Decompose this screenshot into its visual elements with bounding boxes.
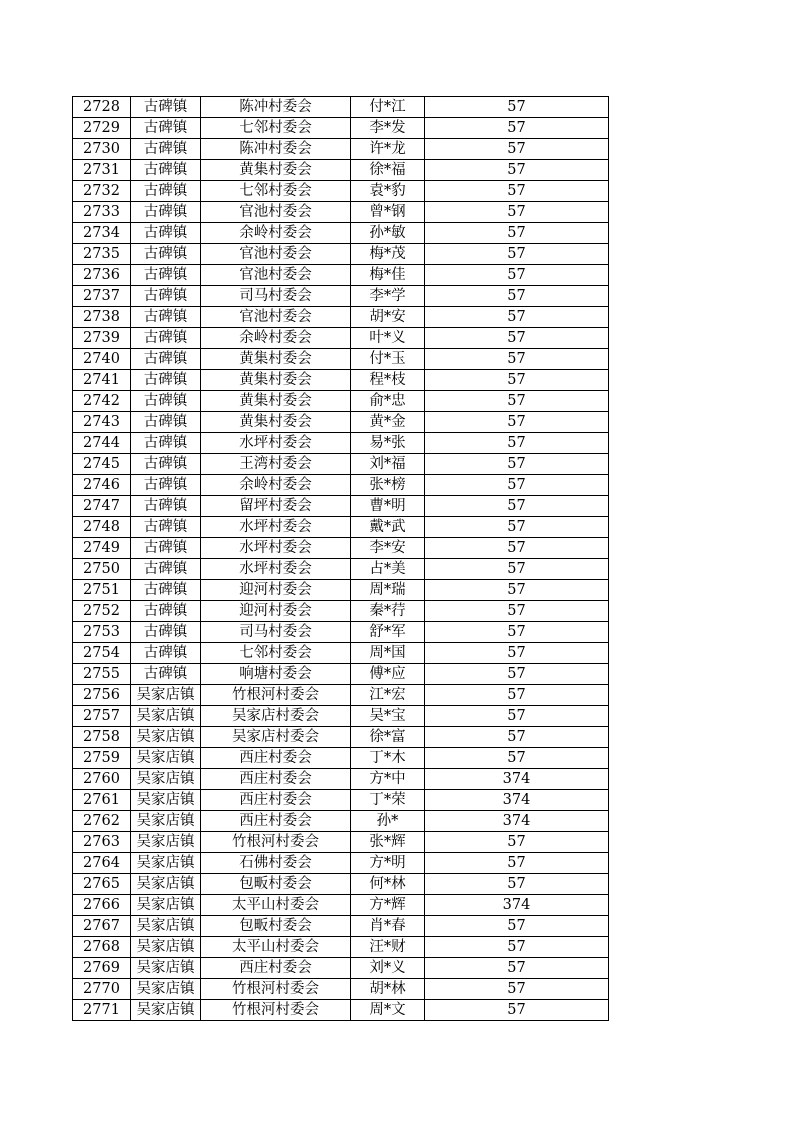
- village-committee-cell: 余岭村委会: [201, 475, 351, 496]
- amount-cell: 57: [425, 202, 609, 223]
- table-row: [73, 1000, 609, 1021]
- village-committee-cell: 太平山村委会: [201, 937, 351, 958]
- amount-cell: 57: [425, 139, 609, 160]
- village-committee-cell: 陈冲村委会: [201, 97, 351, 118]
- row-number-cell: 2741: [73, 370, 131, 391]
- table-row: [73, 118, 609, 139]
- village-committee-cell: 黄集村委会: [201, 391, 351, 412]
- town-cell: 吴家店镇: [131, 727, 201, 748]
- town-cell: 吴家店镇: [131, 979, 201, 1000]
- village-committee-cell: 留坪村委会: [201, 496, 351, 517]
- town-cell: 古碑镇: [131, 538, 201, 559]
- table-row: [73, 328, 609, 349]
- person-name-cell: 袁*豹: [351, 181, 425, 202]
- village-committee-cell: 黄集村委会: [201, 349, 351, 370]
- row-number-cell: 2754: [73, 643, 131, 664]
- row-number-cell: 2755: [73, 664, 131, 685]
- village-committee-cell: 西庄村委会: [201, 790, 351, 811]
- table-row: [73, 853, 609, 874]
- row-number-cell: 2752: [73, 601, 131, 622]
- town-cell: 古碑镇: [131, 160, 201, 181]
- person-name-cell: 丁*荣: [351, 790, 425, 811]
- person-name-cell: 方*辉: [351, 895, 425, 916]
- amount-cell: 57: [425, 580, 609, 601]
- person-name-cell: 傅*应: [351, 664, 425, 685]
- row-number-cell: 2751: [73, 580, 131, 601]
- village-committee-cell: 陈冲村委会: [201, 139, 351, 160]
- village-committee-cell: 竹根河村委会: [201, 685, 351, 706]
- row-number-cell: 2749: [73, 538, 131, 559]
- person-name-cell: 李*安: [351, 538, 425, 559]
- row-number-cell: 2762: [73, 811, 131, 832]
- table-row: [73, 559, 609, 580]
- row-number-cell: 2767: [73, 916, 131, 937]
- person-name-cell: 孙*: [351, 811, 425, 832]
- person-name-cell: 占*美: [351, 559, 425, 580]
- row-number-cell: 2750: [73, 559, 131, 580]
- amount-cell: 374: [425, 790, 609, 811]
- amount-cell: 57: [425, 328, 609, 349]
- person-name-cell: 胡*林: [351, 979, 425, 1000]
- table-row: [73, 832, 609, 853]
- town-cell: 吴家店镇: [131, 853, 201, 874]
- village-committee-cell: 石佛村委会: [201, 853, 351, 874]
- amount-cell: 57: [425, 685, 609, 706]
- town-cell: 古碑镇: [131, 391, 201, 412]
- amount-cell: 57: [425, 664, 609, 685]
- table-row: [73, 790, 609, 811]
- town-cell: 古碑镇: [131, 622, 201, 643]
- village-committee-cell: 竹根河村委会: [201, 832, 351, 853]
- amount-cell: 57: [425, 412, 609, 433]
- amount-cell: 57: [425, 223, 609, 244]
- village-committee-cell: 水坪村委会: [201, 517, 351, 538]
- row-number-cell: 2748: [73, 517, 131, 538]
- village-committee-cell: 官池村委会: [201, 265, 351, 286]
- village-committee-cell: 响塘村委会: [201, 664, 351, 685]
- person-name-cell: 梅*茂: [351, 244, 425, 265]
- row-number-cell: 2745: [73, 454, 131, 475]
- town-cell: 古碑镇: [131, 559, 201, 580]
- roster-table-body: [73, 97, 609, 1021]
- village-committee-cell: 七邻村委会: [201, 643, 351, 664]
- amount-cell: 57: [425, 391, 609, 412]
- town-cell: 古碑镇: [131, 664, 201, 685]
- person-name-cell: 何*林: [351, 874, 425, 895]
- row-number-cell: 2743: [73, 412, 131, 433]
- amount-cell: 57: [425, 307, 609, 328]
- village-committee-cell: 迎河村委会: [201, 601, 351, 622]
- amount-cell: 57: [425, 475, 609, 496]
- amount-cell: 374: [425, 895, 609, 916]
- person-name-cell: 许*龙: [351, 139, 425, 160]
- person-name-cell: 孙*敏: [351, 223, 425, 244]
- village-committee-cell: 水坪村委会: [201, 433, 351, 454]
- person-name-cell: 刘*义: [351, 958, 425, 979]
- person-name-cell: 周*国: [351, 643, 425, 664]
- row-number-cell: 2744: [73, 433, 131, 454]
- row-number-cell: 2761: [73, 790, 131, 811]
- town-cell: 古碑镇: [131, 265, 201, 286]
- table-row: [73, 286, 609, 307]
- person-name-cell: 曾*钢: [351, 202, 425, 223]
- roster-table: [72, 96, 609, 1021]
- village-committee-cell: 水坪村委会: [201, 538, 351, 559]
- table-row: [73, 202, 609, 223]
- town-cell: 吴家店镇: [131, 769, 201, 790]
- person-name-cell: 戴*武: [351, 517, 425, 538]
- row-number-cell: 2735: [73, 244, 131, 265]
- village-committee-cell: 官池村委会: [201, 202, 351, 223]
- table-row: [73, 958, 609, 979]
- table-row: [73, 160, 609, 181]
- village-committee-cell: 吴家店村委会: [201, 706, 351, 727]
- table-row: [73, 685, 609, 706]
- table-row: [73, 622, 609, 643]
- table-row: [73, 517, 609, 538]
- village-committee-cell: 吴家店村委会: [201, 727, 351, 748]
- village-committee-cell: 司马村委会: [201, 286, 351, 307]
- amount-cell: 57: [425, 286, 609, 307]
- row-number-cell: 2766: [73, 895, 131, 916]
- town-cell: 古碑镇: [131, 601, 201, 622]
- amount-cell: 57: [425, 748, 609, 769]
- amount-cell: 57: [425, 601, 609, 622]
- row-number-cell: 2760: [73, 769, 131, 790]
- town-cell: 古碑镇: [131, 223, 201, 244]
- amount-cell: 57: [425, 496, 609, 517]
- person-name-cell: 程*枝: [351, 370, 425, 391]
- table-row: [73, 916, 609, 937]
- row-number-cell: 2763: [73, 832, 131, 853]
- person-name-cell: 李*学: [351, 286, 425, 307]
- row-number-cell: 2757: [73, 706, 131, 727]
- town-cell: 吴家店镇: [131, 811, 201, 832]
- town-cell: 吴家店镇: [131, 895, 201, 916]
- person-name-cell: 周*文: [351, 1000, 425, 1021]
- table-row: [73, 601, 609, 622]
- town-cell: 古碑镇: [131, 307, 201, 328]
- amount-cell: 57: [425, 454, 609, 475]
- town-cell: 古碑镇: [131, 286, 201, 307]
- village-committee-cell: 黄集村委会: [201, 370, 351, 391]
- table-row: [73, 538, 609, 559]
- row-number-cell: 2753: [73, 622, 131, 643]
- village-committee-cell: 西庄村委会: [201, 748, 351, 769]
- person-name-cell: 付*江: [351, 97, 425, 118]
- person-name-cell: 曹*明: [351, 496, 425, 517]
- row-number-cell: 2769: [73, 958, 131, 979]
- table-row: [73, 475, 609, 496]
- amount-cell: 57: [425, 727, 609, 748]
- row-number-cell: 2758: [73, 727, 131, 748]
- table-row: [73, 181, 609, 202]
- person-name-cell: 肖*春: [351, 916, 425, 937]
- row-number-cell: 2770: [73, 979, 131, 1000]
- town-cell: 古碑镇: [131, 517, 201, 538]
- amount-cell: 57: [425, 370, 609, 391]
- town-cell: 古碑镇: [131, 328, 201, 349]
- table-row: [73, 244, 609, 265]
- table-row: [73, 727, 609, 748]
- person-name-cell: 丁*木: [351, 748, 425, 769]
- village-committee-cell: 官池村委会: [201, 244, 351, 265]
- amount-cell: 57: [425, 1000, 609, 1021]
- village-committee-cell: 竹根河村委会: [201, 979, 351, 1000]
- row-number-cell: 2737: [73, 286, 131, 307]
- row-number-cell: 2731: [73, 160, 131, 181]
- town-cell: 吴家店镇: [131, 958, 201, 979]
- table-row: [73, 895, 609, 916]
- row-number-cell: 2747: [73, 496, 131, 517]
- town-cell: 古碑镇: [131, 370, 201, 391]
- amount-cell: 57: [425, 97, 609, 118]
- table-row: [73, 454, 609, 475]
- table-row: [73, 874, 609, 895]
- table-row: [73, 370, 609, 391]
- person-name-cell: 俞*忠: [351, 391, 425, 412]
- row-number-cell: 2765: [73, 874, 131, 895]
- village-committee-cell: 余岭村委会: [201, 223, 351, 244]
- amount-cell: 57: [425, 349, 609, 370]
- amount-cell: 57: [425, 916, 609, 937]
- amount-cell: 57: [425, 706, 609, 727]
- amount-cell: 57: [425, 622, 609, 643]
- table-row: [73, 97, 609, 118]
- row-number-cell: 2734: [73, 223, 131, 244]
- person-name-cell: 徐*福: [351, 160, 425, 181]
- person-name-cell: 秦*荇: [351, 601, 425, 622]
- table-row: [73, 433, 609, 454]
- table-row: [73, 349, 609, 370]
- row-number-cell: 2759: [73, 748, 131, 769]
- village-committee-cell: 西庄村委会: [201, 769, 351, 790]
- person-name-cell: 张*榜: [351, 475, 425, 496]
- row-number-cell: 2740: [73, 349, 131, 370]
- table-row: [73, 265, 609, 286]
- person-name-cell: 付*玉: [351, 349, 425, 370]
- row-number-cell: 2738: [73, 307, 131, 328]
- amount-cell: 57: [425, 832, 609, 853]
- row-number-cell: 2728: [73, 97, 131, 118]
- table-row: [73, 496, 609, 517]
- row-number-cell: 2746: [73, 475, 131, 496]
- village-committee-cell: 官池村委会: [201, 307, 351, 328]
- person-name-cell: 易*张: [351, 433, 425, 454]
- town-cell: 古碑镇: [131, 454, 201, 475]
- person-name-cell: 徐*富: [351, 727, 425, 748]
- town-cell: 古碑镇: [131, 580, 201, 601]
- town-cell: 吴家店镇: [131, 706, 201, 727]
- town-cell: 古碑镇: [131, 349, 201, 370]
- town-cell: 吴家店镇: [131, 685, 201, 706]
- village-committee-cell: 包畈村委会: [201, 916, 351, 937]
- town-cell: 古碑镇: [131, 202, 201, 223]
- table-row: [73, 664, 609, 685]
- row-number-cell: 2771: [73, 1000, 131, 1021]
- table-row: [73, 748, 609, 769]
- amount-cell: 57: [425, 538, 609, 559]
- village-committee-cell: 太平山村委会: [201, 895, 351, 916]
- amount-cell: 57: [425, 433, 609, 454]
- town-cell: 古碑镇: [131, 181, 201, 202]
- person-name-cell: 刘*福: [351, 454, 425, 475]
- row-number-cell: 2768: [73, 937, 131, 958]
- table-row: [73, 811, 609, 832]
- amount-cell: 57: [425, 958, 609, 979]
- town-cell: 吴家店镇: [131, 748, 201, 769]
- table-row: [73, 307, 609, 328]
- amount-cell: 57: [425, 979, 609, 1000]
- person-name-cell: 张*辉: [351, 832, 425, 853]
- person-name-cell: 周*瑞: [351, 580, 425, 601]
- town-cell: 吴家店镇: [131, 937, 201, 958]
- table-row: [73, 580, 609, 601]
- village-committee-cell: 七邻村委会: [201, 118, 351, 139]
- person-name-cell: 吴*宝: [351, 706, 425, 727]
- table-row: [73, 937, 609, 958]
- row-number-cell: 2739: [73, 328, 131, 349]
- town-cell: 古碑镇: [131, 139, 201, 160]
- village-committee-cell: 七邻村委会: [201, 181, 351, 202]
- village-committee-cell: 迎河村委会: [201, 580, 351, 601]
- village-committee-cell: 包畈村委会: [201, 874, 351, 895]
- person-name-cell: 汪*财: [351, 937, 425, 958]
- town-cell: 古碑镇: [131, 433, 201, 454]
- amount-cell: 57: [425, 937, 609, 958]
- person-name-cell: 黄*金: [351, 412, 425, 433]
- village-committee-cell: 王湾村委会: [201, 454, 351, 475]
- table-row: [73, 223, 609, 244]
- amount-cell: 374: [425, 811, 609, 832]
- table-row: [73, 643, 609, 664]
- town-cell: 古碑镇: [131, 118, 201, 139]
- row-number-cell: 2756: [73, 685, 131, 706]
- person-name-cell: 李*发: [351, 118, 425, 139]
- row-number-cell: 2730: [73, 139, 131, 160]
- row-number-cell: 2733: [73, 202, 131, 223]
- table-row: [73, 412, 609, 433]
- person-name-cell: 方*明: [351, 853, 425, 874]
- village-committee-cell: 西庄村委会: [201, 958, 351, 979]
- town-cell: 古碑镇: [131, 496, 201, 517]
- person-name-cell: 江*宏: [351, 685, 425, 706]
- table-row: [73, 706, 609, 727]
- town-cell: 古碑镇: [131, 643, 201, 664]
- amount-cell: 57: [425, 244, 609, 265]
- person-name-cell: 梅*佳: [351, 265, 425, 286]
- amount-cell: 57: [425, 118, 609, 139]
- amount-cell: 57: [425, 874, 609, 895]
- amount-cell: 57: [425, 517, 609, 538]
- village-committee-cell: 黄集村委会: [201, 160, 351, 181]
- table-row: [73, 979, 609, 1000]
- person-name-cell: 舒*军: [351, 622, 425, 643]
- person-name-cell: 胡*安: [351, 307, 425, 328]
- amount-cell: 57: [425, 265, 609, 286]
- village-committee-cell: 黄集村委会: [201, 412, 351, 433]
- town-cell: 古碑镇: [131, 97, 201, 118]
- town-cell: 吴家店镇: [131, 1000, 201, 1021]
- amount-cell: 57: [425, 181, 609, 202]
- table-row: [73, 391, 609, 412]
- amount-cell: 57: [425, 643, 609, 664]
- row-number-cell: 2732: [73, 181, 131, 202]
- amount-cell: 57: [425, 160, 609, 181]
- village-committee-cell: 余岭村委会: [201, 328, 351, 349]
- amount-cell: 57: [425, 853, 609, 874]
- town-cell: 古碑镇: [131, 244, 201, 265]
- roster-sheet: [72, 96, 608, 1021]
- town-cell: 吴家店镇: [131, 790, 201, 811]
- person-name-cell: 方*中: [351, 769, 425, 790]
- row-number-cell: 2729: [73, 118, 131, 139]
- village-committee-cell: 西庄村委会: [201, 811, 351, 832]
- table-row: [73, 139, 609, 160]
- town-cell: 古碑镇: [131, 412, 201, 433]
- town-cell: 吴家店镇: [131, 916, 201, 937]
- village-committee-cell: 水坪村委会: [201, 559, 351, 580]
- row-number-cell: 2742: [73, 391, 131, 412]
- person-name-cell: 叶*义: [351, 328, 425, 349]
- amount-cell: 374: [425, 769, 609, 790]
- row-number-cell: 2764: [73, 853, 131, 874]
- town-cell: 吴家店镇: [131, 832, 201, 853]
- row-number-cell: 2736: [73, 265, 131, 286]
- amount-cell: 57: [425, 559, 609, 580]
- table-row: [73, 769, 609, 790]
- town-cell: 吴家店镇: [131, 874, 201, 895]
- town-cell: 古碑镇: [131, 475, 201, 496]
- village-committee-cell: 竹根河村委会: [201, 1000, 351, 1021]
- village-committee-cell: 司马村委会: [201, 622, 351, 643]
